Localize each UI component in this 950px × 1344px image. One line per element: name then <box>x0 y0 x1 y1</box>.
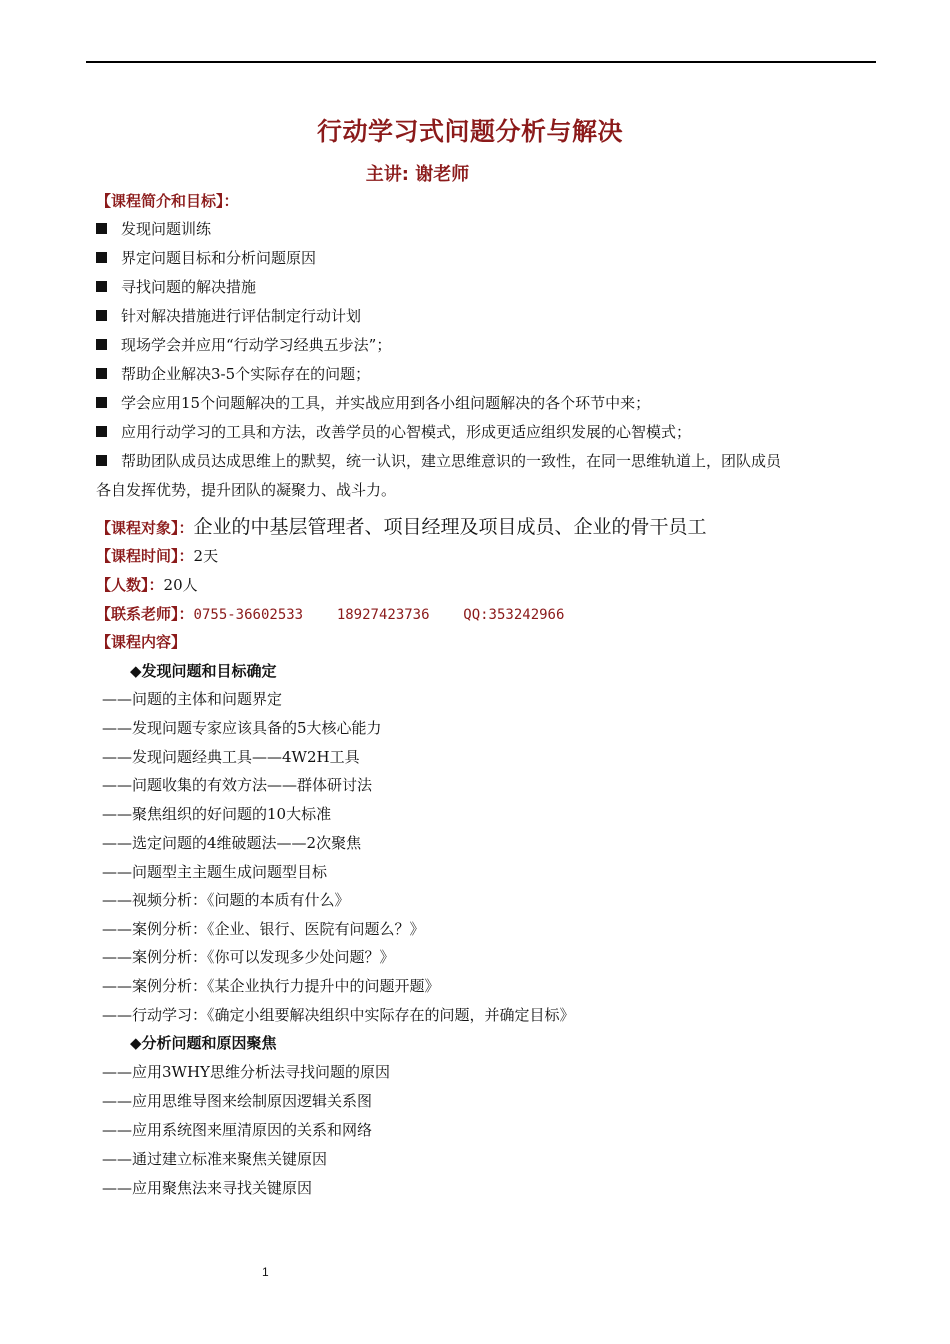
square-bullet-icon <box>96 310 107 321</box>
list-item: ——发现问题专家应该具备的5大核心能力 <box>102 719 382 737</box>
list-item: ——问题型主主题生成问题型目标 <box>102 863 328 881</box>
intro-heading-line <box>96 191 239 211</box>
intro-heading: 【课程简介和目标】 <box>96 192 224 210</box>
list-item: ——行动学习：《确定小组要解决组织中实际存在的问题，并确定目标》 <box>102 1006 575 1024</box>
intro-item: 针对解决措施进行评估制定行动计划 <box>96 306 361 326</box>
list-item: ——案例分析：《某企业执行力提升中的问题开题》 <box>102 977 440 995</box>
course-target: 【课程对象】：企业的中基层管理者、项目经理及项目成员、企业的骨干员工 <box>96 516 707 538</box>
square-bullet-icon <box>96 455 107 466</box>
intro-item: 应用行动学习的工具和方法，改善学员的心智模式，形成更适应组织发展的心智模式； <box>96 422 691 442</box>
intro-heading-colon: ： <box>223 192 239 210</box>
intro-item: 界定问题目标和分析问题原因 <box>96 248 316 268</box>
contact-phone-2: 18927423736 <box>336 607 430 623</box>
intro-item: 学会应用15个问题解决的工具，并实战应用到各小组问题解决的各个环节中来； <box>96 393 650 413</box>
list-item: ——发现问题经典工具——4W2H工具 <box>102 748 360 766</box>
list-item: ——应用3WHY思维分析法寻找问题的原因 <box>102 1063 390 1081</box>
square-bullet-icon <box>96 426 107 437</box>
page-number: 1 <box>262 1265 269 1279</box>
course-duration-value: 2天 <box>193 547 219 565</box>
speaker-line: 主讲: 谢老师 <box>365 164 470 185</box>
intro-item: 帮助企业解决3-5个实际存在的问题； <box>96 364 370 384</box>
list-item: ——案例分析：《你可以发现多少处问题？》 <box>102 948 395 966</box>
intro-item: 寻找问题的解决措施 <box>96 277 256 297</box>
square-bullet-icon <box>96 223 107 234</box>
square-bullet-icon <box>96 339 107 350</box>
list-item: ——选定问题的4维破题法——2次聚焦 <box>102 834 362 852</box>
list-item: ——视频分析：《问题的本质有什么》 <box>102 891 350 909</box>
headcount-value: 20人 <box>163 576 198 594</box>
section-title: ◆发现问题和目标确定 <box>130 662 277 680</box>
square-bullet-icon <box>96 252 107 263</box>
header-rule <box>86 61 876 63</box>
intro-item: 帮助团队成员达成思维上的默契，统一认识，建立思维意识的一致性，在同一思维轨道上，团队成员 <box>96 451 781 471</box>
headcount: 【人数】：20人 <box>96 576 198 594</box>
contact-label: 【联系老师】 <box>96 605 179 623</box>
list-item: ——聚焦组织的好问题的10大标准 <box>102 805 332 823</box>
intro-item: 发现问题训练 <box>96 219 211 239</box>
list-item: ——应用聚焦法来寻找关键原因 <box>102 1179 313 1197</box>
headcount-label: 【人数】 <box>96 576 149 594</box>
intro-item: 现场学会并应用“行动学习经典五步法”； <box>96 335 391 355</box>
square-bullet-icon <box>96 397 107 408</box>
course-duration-label: 【课程时间】 <box>96 547 179 565</box>
square-bullet-icon <box>96 281 107 292</box>
intro-item-continuation: 各自发挥优势，提升团队的凝聚力、战斗力。 <box>96 481 397 499</box>
list-item: ——应用系统图来厘清原因的关系和网络 <box>102 1121 373 1139</box>
course-target-value: 企业的中基层管理者、项目经理及项目成员、企业的骨干员工 <box>193 516 707 538</box>
content-heading: 【课程内容】 <box>96 633 187 651</box>
course-target-label: 【课程对象】 <box>96 519 179 537</box>
section-title: ◆分析问题和原因聚焦 <box>130 1034 277 1052</box>
list-item: ——案例分析：《企业、银行、医院有问题么？》 <box>102 920 425 938</box>
list-item: ——通过建立标准来聚焦关键原因 <box>102 1150 328 1168</box>
square-bullet-icon <box>96 368 107 379</box>
list-item: ——应用思维导图来绘制原因逻辑关系图 <box>102 1092 373 1110</box>
contact-phone-1: 0755-36602533 <box>193 607 304 623</box>
list-item: ——问题收集的有效方法——群体研讨法 <box>102 776 373 794</box>
contact-qq: QQ:353242966 <box>463 607 565 623</box>
course-duration: 【课程时间】：2天 <box>96 547 219 565</box>
contact: 【联系老师】：0755-36602533 18927423736 QQ:353242966 <box>96 605 565 623</box>
page-title: 行动学习式问题分析与解决 <box>316 117 623 146</box>
list-item: ——问题的主体和问题界定 <box>102 690 283 708</box>
content-heading-line <box>96 632 186 652</box>
